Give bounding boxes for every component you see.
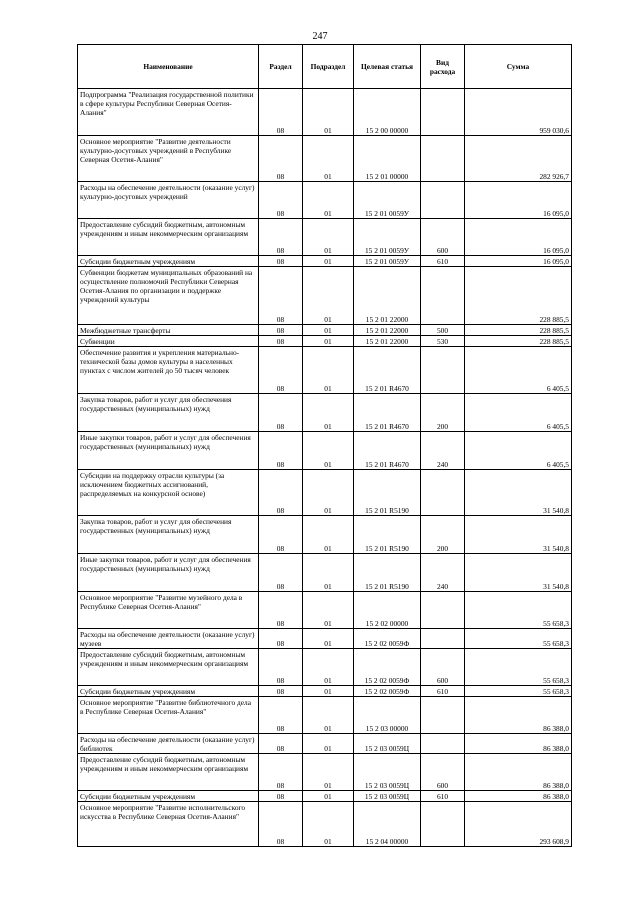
row-name: Закупка товаров, работ и услуг для обеспечения государственных (муниципальных) нужд [78,394,259,432]
row-sum: 86 388,0 [465,734,572,754]
row-target-article: 15 2 03 0059Ц [354,791,421,802]
row-subsection: 01 [303,686,354,697]
row-target-article: 15 2 02 0059Ф [354,649,421,686]
row-sum: 31 540,8 [465,554,572,592]
row-name: Субвенции бюджетам муниципальных образований на осуществление полномочий Республики Северная Осетия-Алания по организации и поддержке учреждений культуры [78,267,259,325]
table-row [78,256,572,267]
row-expense-type [421,182,465,219]
row-section: 08 [259,470,303,516]
row-expense-type: 200 [421,394,465,432]
header-sum: Сумма [465,45,572,89]
row-name: Основное мероприятие "Развитие библиотечного дела в Республике Северная Осетия-Алания" [78,697,259,734]
row-name: Субсидии на поддержку отрасли культуры (за исключением бюджетных ассигнований, распределяемых на конкурсной основе) [78,470,259,516]
row-expense-type: 200 [421,516,465,554]
table-row [78,802,572,847]
row-expense-type [421,802,465,847]
row-subsection: 01 [303,629,354,649]
row-target-article: 15 2 03 0059Ц [354,754,421,791]
row-subsection: 01 [303,754,354,791]
row-section: 08 [259,734,303,754]
header-expense-type: Вид расхода [421,45,465,89]
row-name: Субсидии бюджетным учреждениям [78,256,259,267]
row-target-article: 15 2 01 R4670 [354,347,421,394]
table-row [78,136,572,182]
row-sum: 55 658,3 [465,649,572,686]
row-subsection: 01 [303,347,354,394]
row-sum: 228 885,5 [465,336,572,347]
row-sum: 6 405,5 [465,432,572,470]
row-target-article: 15 2 01 0059У [354,182,421,219]
row-expense-type [421,697,465,734]
row-sum: 31 540,8 [465,470,572,516]
row-section: 08 [259,256,303,267]
row-target-article: 15 2 01 R4670 [354,432,421,470]
row-subsection: 01 [303,554,354,592]
row-target-article: 15 2 02 0059Ф [354,629,421,649]
table-row [78,686,572,697]
row-section: 08 [259,336,303,347]
row-expense-type [421,136,465,182]
header-section: Раздел [259,45,303,89]
row-subsection: 01 [303,336,354,347]
row-section: 08 [259,219,303,256]
row-sum: 31 540,8 [465,516,572,554]
row-target-article: 15 2 01 0059У [354,219,421,256]
page-number: 247 [312,31,328,42]
row-target-article: 15 2 04 00000 [354,802,421,847]
row-target-article: 15 2 01 00000 [354,136,421,182]
row-expense-type: 600 [421,754,465,791]
table-row [78,89,572,136]
row-target-article: 15 2 01 22000 [354,267,421,325]
row-section: 08 [259,697,303,734]
row-sum: 16 095,0 [465,182,572,219]
table-row [78,629,572,649]
row-section: 08 [259,554,303,592]
row-name: Обеспечение развития и укрепления материально-технической базы домов культуры в населенных пунктах с числом жителей до 50 тысяч человек [78,347,259,394]
row-section: 08 [259,754,303,791]
row-subsection: 01 [303,394,354,432]
row-section: 08 [259,267,303,325]
table-row [78,336,572,347]
row-sum: 293 608,9 [465,802,572,847]
budget-table [77,44,572,847]
row-name: Межбюджетные трансферты [78,325,259,336]
row-expense-type [421,89,465,136]
row-name: Расходы на обеспечение деятельности (оказание услуг) библиотек [78,734,259,754]
row-sum: 55 658,3 [465,629,572,649]
table-row [78,554,572,592]
table-row [78,734,572,754]
table-body [78,89,572,847]
row-subsection: 01 [303,649,354,686]
row-subsection: 01 [303,89,354,136]
row-section: 08 [259,136,303,182]
row-name: Расходы на обеспечение деятельности (оказание услуг) культурно-досуговых учреждений [78,182,259,219]
row-section: 08 [259,791,303,802]
row-subsection: 01 [303,791,354,802]
row-section: 08 [259,325,303,336]
row-name: Предоставление субсидий бюджетным, автономным учреждениям и иным некоммерческим организациям [78,754,259,791]
table-row [78,791,572,802]
row-subsection: 01 [303,432,354,470]
row-target-article: 15 2 01 0059У [354,256,421,267]
row-section: 08 [259,686,303,697]
table-row [78,470,572,516]
row-target-article: 15 2 01 R5190 [354,470,421,516]
row-subsection: 01 [303,802,354,847]
row-target-article: 15 2 03 00000 [354,697,421,734]
header-name: Наименование [78,45,259,89]
row-target-article: 15 2 01 R5190 [354,554,421,592]
row-expense-type: 240 [421,432,465,470]
row-expense-type [421,347,465,394]
row-expense-type: 600 [421,219,465,256]
row-sum: 959 030,6 [465,89,572,136]
table-row [78,697,572,734]
row-name: Основное мероприятие "Развитие исполнительского искусства в Республике Северная Осетия-Алания" [78,802,259,847]
row-expense-type [421,592,465,629]
row-sum: 16 095,0 [465,219,572,256]
row-subsection: 01 [303,516,354,554]
row-section: 08 [259,394,303,432]
row-section: 08 [259,629,303,649]
row-sum: 55 658,3 [465,686,572,697]
row-sum: 6 405,5 [465,394,572,432]
row-sum: 86 388,0 [465,754,572,791]
row-section: 08 [259,182,303,219]
row-subsection: 01 [303,325,354,336]
row-name: Иные закупки товаров, работ и услуг для обеспечения государственных (муниципальных) нужд [78,554,259,592]
row-subsection: 01 [303,182,354,219]
table-row [78,219,572,256]
row-name: Закупка товаров, работ и услуг для обеспечения государственных (муниципальных) нужд [78,516,259,554]
row-subsection: 01 [303,256,354,267]
row-sum: 228 885,5 [465,267,572,325]
row-name: Подпрограмма "Реализация государственной политики в сфере культуры Республики Северная Осетия-Алания" [78,89,259,136]
row-expense-type [421,470,465,516]
row-target-article: 15 2 01 R4670 [354,394,421,432]
table-row [78,347,572,394]
row-name: Основное мероприятие "Развитие деятельности культурно-досуговых учреждений в Республике Северная Осетия-Алания" [78,136,259,182]
table-row [78,754,572,791]
row-section: 08 [259,592,303,629]
row-name: Предоставление субсидий бюджетным, автономным учреждениям и иным некоммерческим организациям [78,219,259,256]
row-name: Основное мероприятие "Развитие музейного дела в Республике Северная Осетия-Алания" [78,592,259,629]
row-expense-type [421,734,465,754]
row-target-article: 15 2 02 0059Ф [354,686,421,697]
row-target-article: 15 2 00 00000 [354,89,421,136]
table-row [78,649,572,686]
row-target-article: 15 2 01 22000 [354,325,421,336]
row-target-article: 15 2 01 R5190 [354,516,421,554]
row-name: Иные закупки товаров, работ и услуг для обеспечения государственных (муниципальных) нужд [78,432,259,470]
row-expense-type [421,267,465,325]
row-sum: 86 388,0 [465,791,572,802]
row-subsection: 01 [303,697,354,734]
row-expense-type: 500 [421,325,465,336]
row-target-article: 15 2 02 00000 [354,592,421,629]
row-expense-type: 610 [421,256,465,267]
row-expense-type: 610 [421,791,465,802]
table-header-row [78,45,572,89]
row-name: Субвенции [78,336,259,347]
table-row [78,432,572,470]
row-sum: 86 388,0 [465,697,572,734]
row-section: 08 [259,802,303,847]
row-target-article: 15 2 01 22000 [354,336,421,347]
row-section: 08 [259,516,303,554]
row-subsection: 01 [303,267,354,325]
row-subsection: 01 [303,592,354,629]
row-section: 08 [259,347,303,394]
row-name: Субсидии бюджетным учреждениям [78,791,259,802]
row-name: Предоставление субсидий бюджетным, автономным учреждениям и иным некоммерческим организациям [78,649,259,686]
row-subsection: 01 [303,136,354,182]
table-row [78,182,572,219]
row-expense-type: 530 [421,336,465,347]
row-subsection: 01 [303,219,354,256]
header-target-article: Целевая статья [354,45,421,89]
row-sum: 228 885,5 [465,325,572,336]
row-expense-type: 600 [421,649,465,686]
row-expense-type [421,629,465,649]
row-name: Расходы на обеспечение деятельности (оказание услуг) музеев [78,629,259,649]
table-row [78,267,572,325]
row-expense-type: 240 [421,554,465,592]
row-sum: 6 405,5 [465,347,572,394]
table-row [78,516,572,554]
table-row [78,592,572,629]
row-section: 08 [259,649,303,686]
table-row [78,394,572,432]
row-expense-type: 610 [421,686,465,697]
row-sum: 282 926,7 [465,136,572,182]
row-target-article: 15 2 03 0059Ц [354,734,421,754]
table-row [78,325,572,336]
header-subsection: Подраздел [303,45,354,89]
row-sum: 55 658,3 [465,592,572,629]
row-sum: 16 095,0 [465,256,572,267]
row-section: 08 [259,89,303,136]
row-subsection: 01 [303,734,354,754]
row-subsection: 01 [303,470,354,516]
row-name: Субсидии бюджетным учреждениям [78,686,259,697]
row-section: 08 [259,432,303,470]
